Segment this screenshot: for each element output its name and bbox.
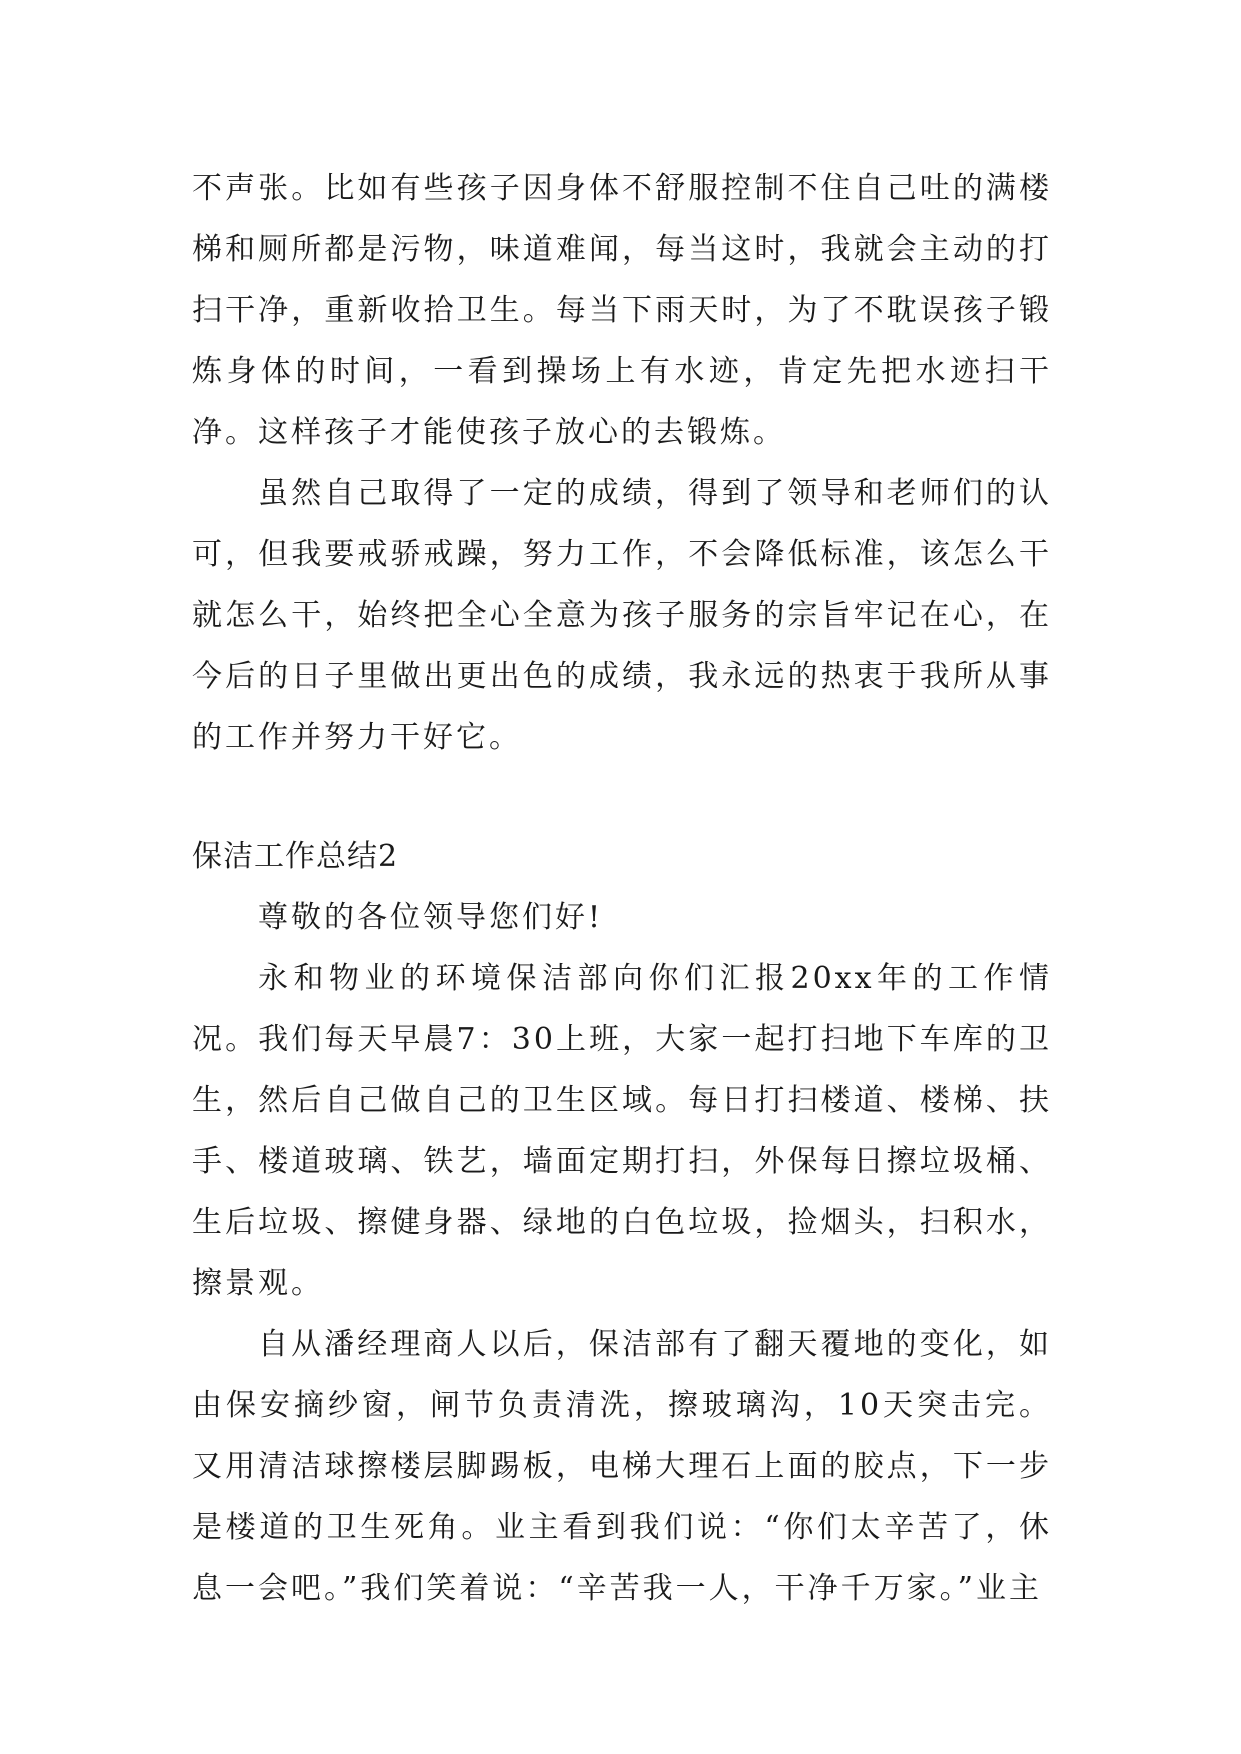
- document-body: [192, 158, 1052, 1619]
- paragraph-achievements: 虽然自己取得了一定的成绩，得到了领导和老师们的认可，但我要戒骄戒躁，努力工作，不会降低标准，该怎么干就怎么干，始终把全心全意为孩子服务的宗旨牢记在心，在今后的日子里做出更出色的成绩，我永远的热衷于我所从事的工作并努力干好它。: [192, 476, 1052, 755]
- section-title: 保洁工作总结2: [192, 839, 399, 874]
- paragraph-work-report: 永和物业的环境保洁部向你们汇报20xx年的工作情况。我们每天早晨7：30上班，大家一起打扫地下车库的卫生，然后自己做自己的卫生区域。每日打扫楼道、楼梯、扶手、楼道玻璃、铁艺，墙面定期打扫，外保每日擦垃圾桶、生后垃圾、擦健身器、绿地的白色垃圾，捡烟头，扫积水，擦景观。: [192, 961, 1052, 1301]
- greeting: 尊敬的各位领导您们好!: [258, 900, 604, 935]
- paragraph-changes: 自从潘经理商人以后，保洁部有了翻天覆地的变化，如由保安摘纱窗，闸节负责清洗，擦玻璃沟，10天突击完。又用清洁球擦楼层脚踢板，电梯大理石上面的胶点，下一步是楼道的卫生死角。业主看到我们说：“你们太辛苦了，休息一会吧。”我们笑着说：“辛苦我一人，干净千万家。”业主: [192, 1327, 1052, 1606]
- paragraph-continued: 不声张。比如有些孩子因身体不舒服控制不住自己吐的满楼梯和厕所都是污物，味道难闻，每当这时，我就会主动的打扫干净，重新收拾卫生。每当下雨天时，为了不耽误孩子锻炼身体的时间，一看到操场上有水迹，肯定先把水迹扫干净。这样孩子才能使孩子放心的去锻炼。: [192, 171, 1052, 450]
